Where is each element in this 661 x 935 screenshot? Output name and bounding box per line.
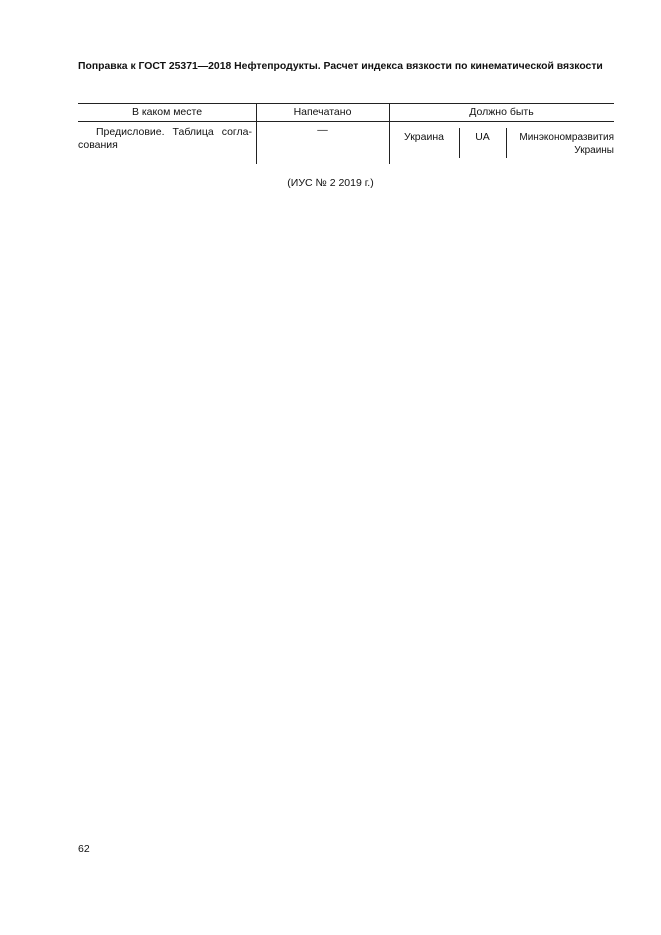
document-title: Поправка к ГОСТ 25371—2018 Нефтепродукты. Расчет индекса вязкости по кинематической вязкости	[78, 61, 603, 72]
row-printed: —	[317, 124, 328, 136]
header-printed: Напечатано	[293, 106, 352, 118]
table-top-rule	[78, 103, 614, 104]
correction-table	[78, 103, 614, 164]
table-header-rule	[78, 121, 614, 122]
row-code: UA	[475, 131, 490, 143]
header-where: В каком месте	[131, 106, 203, 118]
page-number: 62	[78, 843, 90, 855]
ius-caption: (ИУС № 2 2019 г.)	[287, 177, 374, 189]
subcolumn-divider	[506, 128, 507, 158]
header-should-be: Должно быть	[469, 106, 534, 118]
row-where: Предисловие. Таблица согла-сования	[78, 126, 252, 151]
row-body: Минэкономразвития Украины	[519, 132, 614, 156]
row-country: Украина	[404, 131, 444, 143]
